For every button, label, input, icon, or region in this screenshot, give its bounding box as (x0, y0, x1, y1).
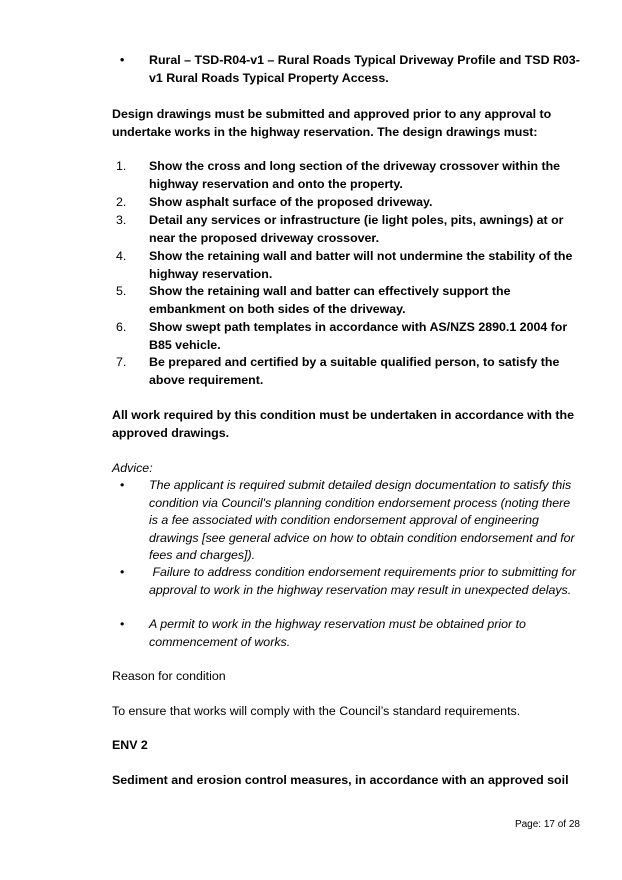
requirement-text: Show the retaining wall and batter will not undermine the stability of the highway reservation. (149, 249, 573, 281)
requirement-item-6 (112, 319, 582, 354)
requirement-item-7 (112, 354, 582, 389)
requirement-text: Show the cross and long section of the driveway crossover within the highway reservation and onto the property. (149, 159, 561, 191)
advice-text: Failure to address condition endorsement requirements prior to submitting for approval to work in the highway reservation may result in unexpected delays. (149, 565, 580, 597)
requirement-item-5 (112, 283, 582, 318)
requirement-number: 2. (116, 195, 127, 209)
advice-heading: Advice: (112, 461, 153, 475)
requirement-item-1 (112, 158, 582, 193)
bullet-marker: • (120, 53, 125, 67)
requirement-text: Detail any services or infrastructure (ie light poles, pits, awnings) at or near the proposed driveway crossover. (149, 213, 564, 245)
requirement-number: 1. (116, 159, 127, 173)
bullet-marker: • (120, 617, 125, 631)
requirement-number: 6. (116, 320, 127, 334)
reason-heading: Reason for condition (112, 669, 226, 683)
requirement-number: 5. (116, 284, 127, 298)
reason-text: To ensure that works will comply with the Council’s standard requirements. (112, 704, 521, 718)
bullet-marker: • (120, 478, 125, 492)
work-paragraph: All work required by this condition must be undertaken in accordance with the approved drawings. (112, 408, 574, 440)
requirement-text: Be prepared and certified by a suitable qualified person, to satisfy the above requirement. (149, 355, 560, 387)
requirement-text: Show asphalt surface of the proposed driveway. (149, 195, 433, 209)
requirement-number: 7. (116, 355, 127, 369)
intro-paragraph: Design drawings must be submitted and approved prior to any approval to undertake works in the highway reservation. The design drawings must: (112, 107, 552, 139)
requirement-item-3 (112, 212, 582, 247)
requirement-text: Show the retaining wall and batter can effectively support the embankment on both sides of the driveway. (149, 284, 511, 316)
advice-item-2 (112, 564, 582, 599)
section-heading: ENV 2 (112, 738, 148, 752)
requirement-number: 4. (116, 249, 127, 263)
advice-item-1 (112, 477, 582, 565)
requirement-text: Show swept path templates in accordance with AS/NZS 2890.1 2004 for B85 vehicle. (149, 320, 568, 352)
bullet-marker: • (120, 565, 125, 579)
page-number: Page: 17 of 28 (514, 819, 580, 830)
top-bullet-text: Rural – TSD-R04-v1 – Rural Roads Typical Driveway Profile and TSD R03-v1 Rural Roads Typical Property Access. (149, 53, 580, 85)
requirement-number: 3. (116, 213, 127, 227)
requirement-item-4 (112, 248, 582, 283)
top-bullet (112, 52, 582, 87)
requirement-item-2 (112, 194, 582, 212)
section-text: Sediment and erosion control measures, in accordance with an approved soil (112, 773, 569, 787)
advice-text: The applicant is required submit detailed design documentation to satisfy this condition via Council's planning condition endorsement process (noting there is a fee associated with condition endorsement approval of engineering drawings [see general advice on how to obtain condition endorsement and for fees and charges]). (149, 478, 575, 562)
advice-item-3 (112, 616, 582, 651)
advice-text: A permit to work in the highway reservation must be obtained prior to commencement of works. (149, 617, 526, 649)
